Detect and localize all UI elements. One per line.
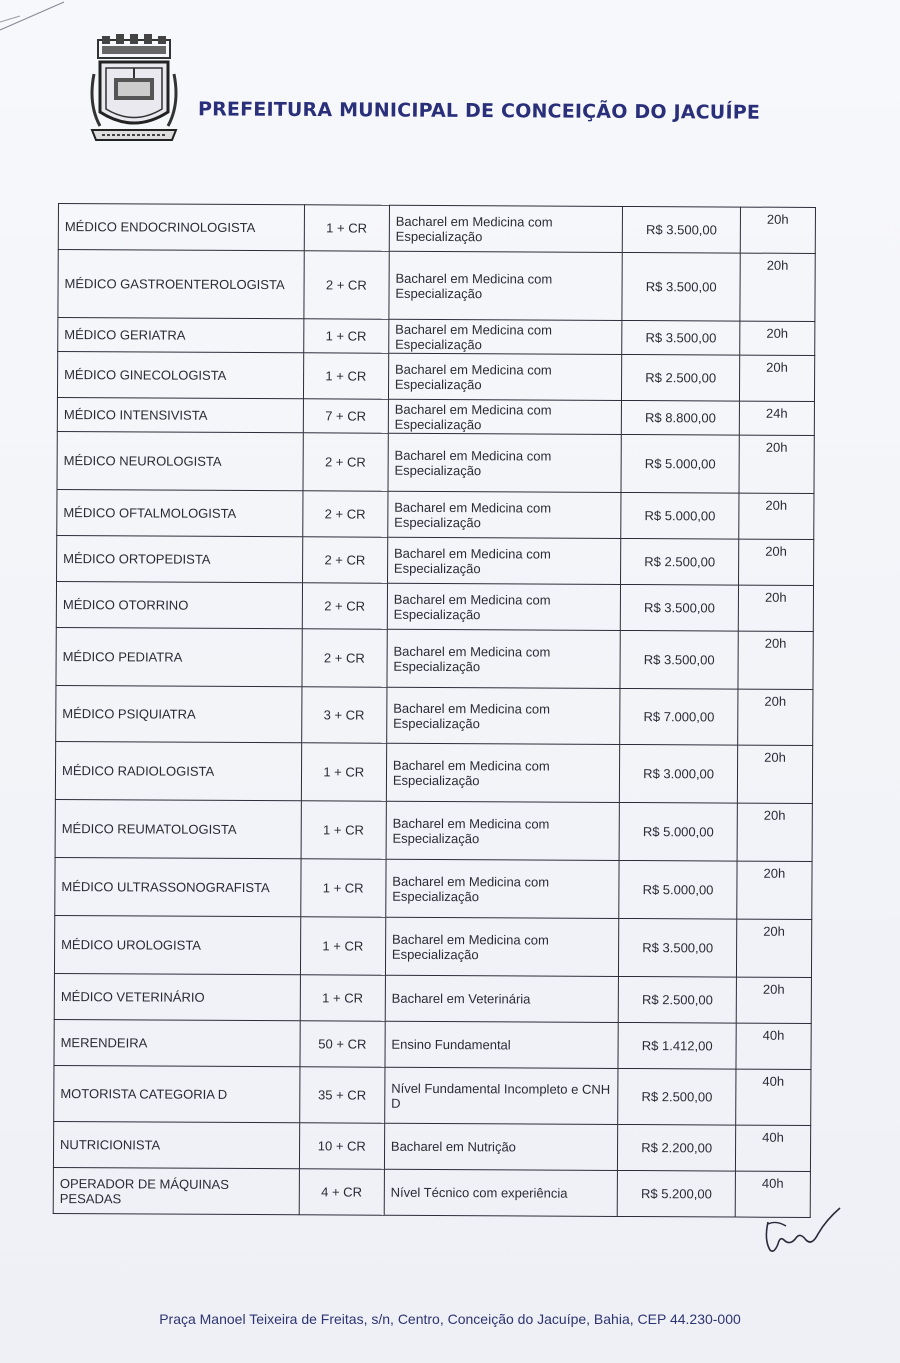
cell-vacancies: 1 + CR (300, 917, 386, 975)
cell-role: MÉDICO OTORRINO (56, 581, 302, 628)
cell-salary: R$ 5.000,00 (620, 802, 738, 861)
cell-role: MÉDICO PEDIATRA (56, 627, 302, 686)
cell-role: MÉDICO OFTALMOLOGISTA (57, 489, 303, 536)
cell-role: MÉDICO GASTROENTEROLOGISTA (58, 250, 304, 319)
cell-requirement: Nível Técnico com experiência (384, 1169, 618, 1216)
cell-hours: 20h (736, 919, 812, 977)
cell-vacancies: 2 + CR (302, 537, 387, 583)
footer-address: Praça Manoel Teixeira de Freitas, s/n, Centro, Conceição do Jacuípe, Bahia, CEP 44.230-000 (159, 1311, 741, 1327)
table-row (55, 857, 812, 919)
cell-requirement: Bacharel em Medicina com Especialização (389, 319, 623, 354)
cell-salary: R$ 2.500,00 (621, 538, 739, 585)
cell-vacancies: 3 + CR (301, 687, 387, 743)
table-row (56, 581, 813, 631)
cell-role: MÉDICO ORTOPEDISTA (57, 535, 303, 582)
cell-hours: 20h (739, 435, 815, 493)
cell-role: MÉDICO NEUROLOGISTA (57, 431, 303, 490)
cell-vacancies: 2 + CR (304, 251, 390, 319)
cell-hours: 20h (738, 631, 814, 689)
cell-salary: R$ 8.800,00 (622, 400, 739, 435)
table-row (53, 1167, 810, 1217)
cell-hours: 40h (736, 1023, 811, 1069)
cell-hours: 20h (737, 689, 813, 745)
cell-salary: R$ 2.200,00 (618, 1124, 736, 1171)
cell-vacancies: 1 + CR (304, 205, 389, 251)
table-row (57, 397, 814, 435)
cell-requirement: Nível Fundamental Incompleto e CNH D (385, 1067, 619, 1124)
cell-hours: 20h (738, 585, 813, 631)
cell-vacancies: 2 + CR (302, 583, 387, 629)
cell-requirement: Bacharel em Medicina com Especialização (386, 801, 620, 860)
cell-role: MÉDICO RADIOLOGISTA (55, 741, 301, 800)
table-row (53, 1121, 810, 1171)
table-row (55, 799, 812, 861)
cell-role: NUTRICIONISTA (53, 1121, 299, 1168)
cell-requirement: Ensino Fundamental (385, 1021, 619, 1068)
cell-salary: R$ 2.500,00 (619, 976, 737, 1023)
cell-salary: R$ 3.500,00 (622, 320, 739, 355)
cell-requirement: Bacharel em Veterinária (385, 975, 619, 1022)
cell-hours: 20h (739, 493, 814, 539)
table-row (54, 915, 811, 977)
table-row (58, 250, 815, 322)
cell-role: OPERADOR DE MÁQUINAS PESADAS (53, 1167, 299, 1214)
cell-salary: R$ 3.500,00 (622, 252, 740, 321)
cell-salary: R$ 5.000,00 (619, 860, 737, 919)
cell-requirement: Bacharel em Medicina com Especialização (385, 917, 619, 976)
handwritten-signature-icon (760, 1200, 850, 1260)
cell-role: MERENDEIRA (54, 1019, 300, 1066)
cell-vacancies: 1 + CR (300, 975, 385, 1021)
table-row (54, 1065, 811, 1125)
cell-role: MÉDICO GERIATRA (58, 318, 304, 353)
cell-vacancies: 1 + CR (301, 801, 387, 859)
cell-role: MÉDICO INTENSIVISTA (57, 397, 303, 432)
cell-vacancies: 1 + CR (303, 319, 388, 353)
cell-vacancies: 10 + CR (299, 1123, 384, 1169)
table-row (58, 318, 815, 356)
cell-salary: R$ 3.500,00 (619, 918, 737, 977)
cell-hours: 20h (739, 321, 814, 355)
cell-hours: 40h (735, 1069, 811, 1125)
cell-salary: R$ 3.500,00 (623, 206, 741, 253)
cell-vacancies: 50 + CR (300, 1021, 385, 1067)
cell-requirement: Bacharel em Medicina com Especialização (389, 205, 623, 252)
cell-salary: R$ 5.000,00 (621, 492, 739, 539)
cell-role: MÉDICO REUMATOLOGISTA (55, 799, 301, 858)
table-row (57, 352, 814, 402)
cell-vacancies: 1 + CR (301, 743, 387, 801)
cell-requirement: Bacharel em Medicina com Especialização (387, 687, 621, 744)
cell-hours: 40h (735, 1171, 810, 1217)
cell-salary: R$ 5.000,00 (621, 434, 739, 493)
page-title: PREFEITURA MUNICIPAL DE CONCEIÇÃO DO JACUÍPE (197, 98, 761, 124)
table-row (55, 741, 812, 803)
cell-role: MÉDICO UROLOGISTA (54, 915, 300, 974)
cell-hours: 20h (737, 861, 813, 919)
cell-role: MÉDICO ENDOCRINOLOGISTA (58, 204, 304, 251)
cell-requirement: Bacharel em Medicina com Especialização (387, 629, 621, 688)
cell-role: MÉDICO VETERINÁRIO (54, 973, 300, 1020)
cell-role: MÉDICO ULTRASSONOGRAFISTA (55, 857, 301, 916)
cell-hours: 20h (736, 977, 811, 1023)
cell-salary: R$ 1.412,00 (618, 1022, 736, 1069)
cell-requirement: Bacharel em Medicina com Especialização (387, 537, 621, 584)
table-row (57, 489, 814, 539)
cell-vacancies: 1 + CR (303, 353, 388, 399)
cell-requirement: Bacharel em Medicina com Especialização (386, 743, 620, 802)
cell-requirement: Bacharel em Medicina com Especialização (389, 251, 623, 320)
table-row (54, 1019, 811, 1069)
cell-role: MOTORISTA CATEGORIA D (54, 1065, 300, 1122)
cell-hours: 20h (738, 539, 813, 585)
cell-vacancies: 2 + CR (303, 433, 389, 491)
cell-requirement: Bacharel em Medicina com Especialização (387, 583, 621, 630)
cell-salary: R$ 3.000,00 (620, 744, 738, 803)
table-row (56, 627, 813, 689)
cell-vacancies: 1 + CR (300, 859, 386, 917)
cell-salary: R$ 5.200,00 (618, 1170, 736, 1217)
cell-requirement: Bacharel em Medicina com Especialização (386, 859, 620, 918)
cell-hours: 20h (737, 745, 813, 803)
cell-role: MÉDICO GINECOLOGISTA (57, 352, 303, 399)
cell-vacancies: 2 + CR (302, 491, 387, 537)
cell-salary: R$ 2.500,00 (618, 1068, 736, 1125)
cell-requirement: Bacharel em Medicina com Especialização (388, 399, 622, 434)
municipal-crest-icon (88, 34, 180, 150)
cell-salary: R$ 2.500,00 (622, 354, 740, 401)
table-row (57, 535, 814, 585)
cell-salary: R$ 3.500,00 (620, 630, 738, 689)
table-row (56, 685, 813, 745)
cell-role: MÉDICO PSIQUIATRA (56, 685, 302, 742)
cell-vacancies: 2 + CR (302, 629, 388, 687)
cell-hours: 20h (739, 355, 814, 401)
cell-vacancies: 7 + CR (303, 399, 388, 433)
cell-requirement: Bacharel em Medicina com Especialização (388, 353, 622, 400)
positions-table (53, 203, 816, 1218)
cell-vacancies: 4 + CR (299, 1169, 384, 1215)
cell-hours: 24h (739, 401, 814, 435)
cell-requirement: Bacharel em Medicina com Especialização (388, 491, 622, 538)
cell-requirement: Bacharel em Nutrição (384, 1123, 618, 1170)
cell-salary: R$ 3.500,00 (621, 584, 739, 631)
cell-hours: 20h (740, 253, 816, 321)
cell-requirement: Bacharel em Medicina com Especialização (388, 433, 622, 492)
table-row (57, 431, 814, 493)
cell-hours: 20h (740, 207, 815, 253)
table-row (54, 973, 811, 1023)
cell-hours: 20h (737, 803, 813, 861)
paper-corner-mark (0, 0, 70, 40)
table-row (58, 204, 815, 254)
cell-vacancies: 35 + CR (299, 1067, 385, 1123)
cell-salary: R$ 7.000,00 (620, 688, 738, 745)
positions-table-wrapper (53, 203, 816, 1218)
cell-hours: 40h (735, 1125, 810, 1171)
